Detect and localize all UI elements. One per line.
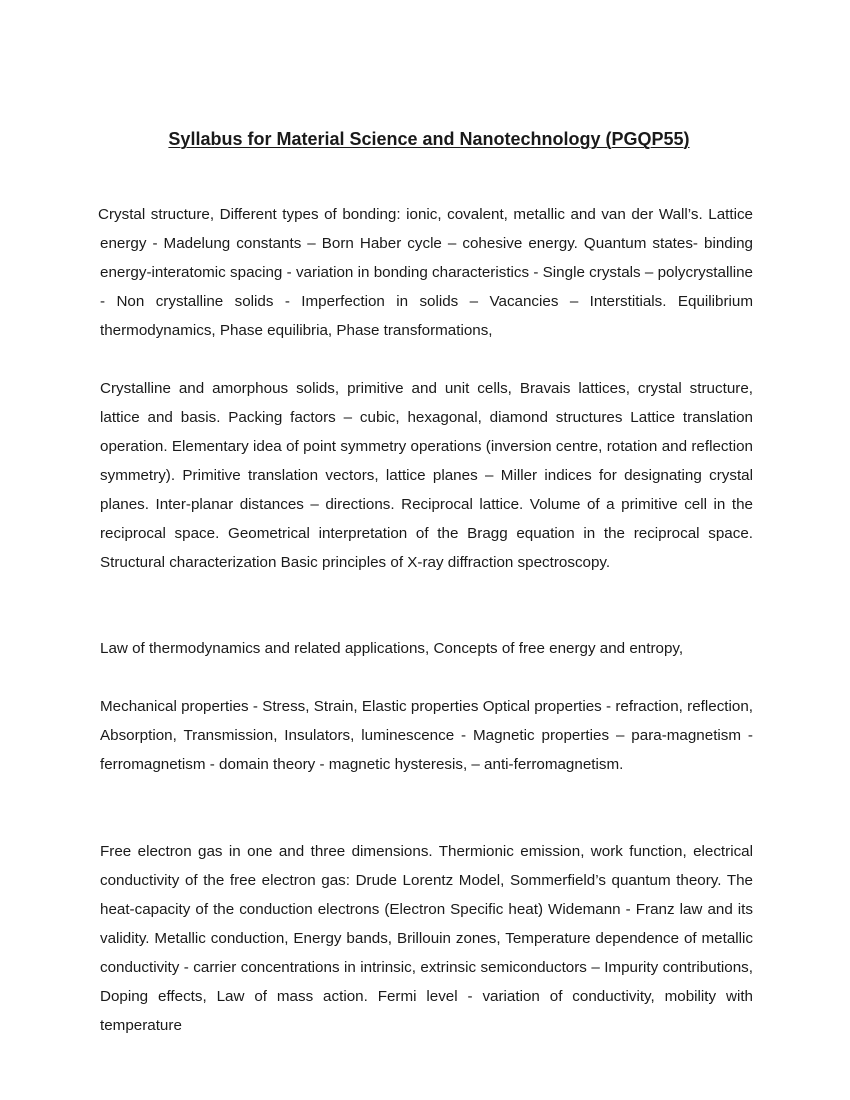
paragraph-crystal-structure: Crystalline and amorphous solids, primitive and unit cells, Bravais lattices, crystal structure, lattice and basis. Packing factors – cubic, hexagonal, diamond structures Lattice translation operation. Elementary idea of point symmetry operations (inversion centre, rotation and reflection symmetry). Primitive translation vectors, lattice planes – Miller indices for designating crystal planes. Inter-planar distances – directions. Reciprocal lattice. Volume of a primitive cell in the reciprocal space. Geometrical interpretation of the Bragg equation in the reciprocal space. Structural characterization Basic principles of X-ray diffraction spectroscopy. bbox=[100, 380, 753, 571]
paragraph-thermodynamics: Law of thermodynamics and related applications, Concepts of free energy and entropy, bbox=[100, 640, 684, 657]
paragraph-material-properties: Mechanical properties - Stress, Strain, Elastic properties Optical properties - refraction, reflection, Absorption, Transmission, Insulators, luminescence - Magnetic properties – para-magnetism - ferromagnetism - domain theory - magnetic hysteresis, – anti-ferromagnetism. bbox=[100, 698, 753, 773]
document-title: Syllabus for Material Science and Nanotechnology (PGQP55) bbox=[168, 129, 690, 149]
paragraph-free-electron-gas: Free electron gas in one and three dimensions. Thermionic emission, work function, electrical conductivity of the free electron gas: Drude Lorentz Model, Sommerfield’s quantum theory. The heat-capacity of the conduction electrons (Electron Specific heat) Widemann - Franz law and its validity. Metallic conduction, Energy bands, Brillouin zones, Temperature dependence of metallic conductivity - carrier concentrations in intrinsic, extrinsic semiconductors – Impurity contributions, Doping effects, Law of mass action. Fermi level - variation of conductivity, mobility with temperature bbox=[100, 843, 753, 1034]
paragraph-text: Crystal structure, Different types of bonding: ionic, covalent, metallic and van der Wall’s. Lattice energy - Madelung constants – Born Haber cycle – cohesive energy. Quantum states- binding energy-interatomic spacing - variation in bonding characteristics - Single crystals – polycrystalline - Non crystalline solids - Imperfection in solids – Vacancies – Interstitials. Equilibrium thermodynamics, Phase equilibria, Phase transformations, bbox=[98, 206, 753, 339]
paragraph-bonding bbox=[100, 200, 753, 345]
